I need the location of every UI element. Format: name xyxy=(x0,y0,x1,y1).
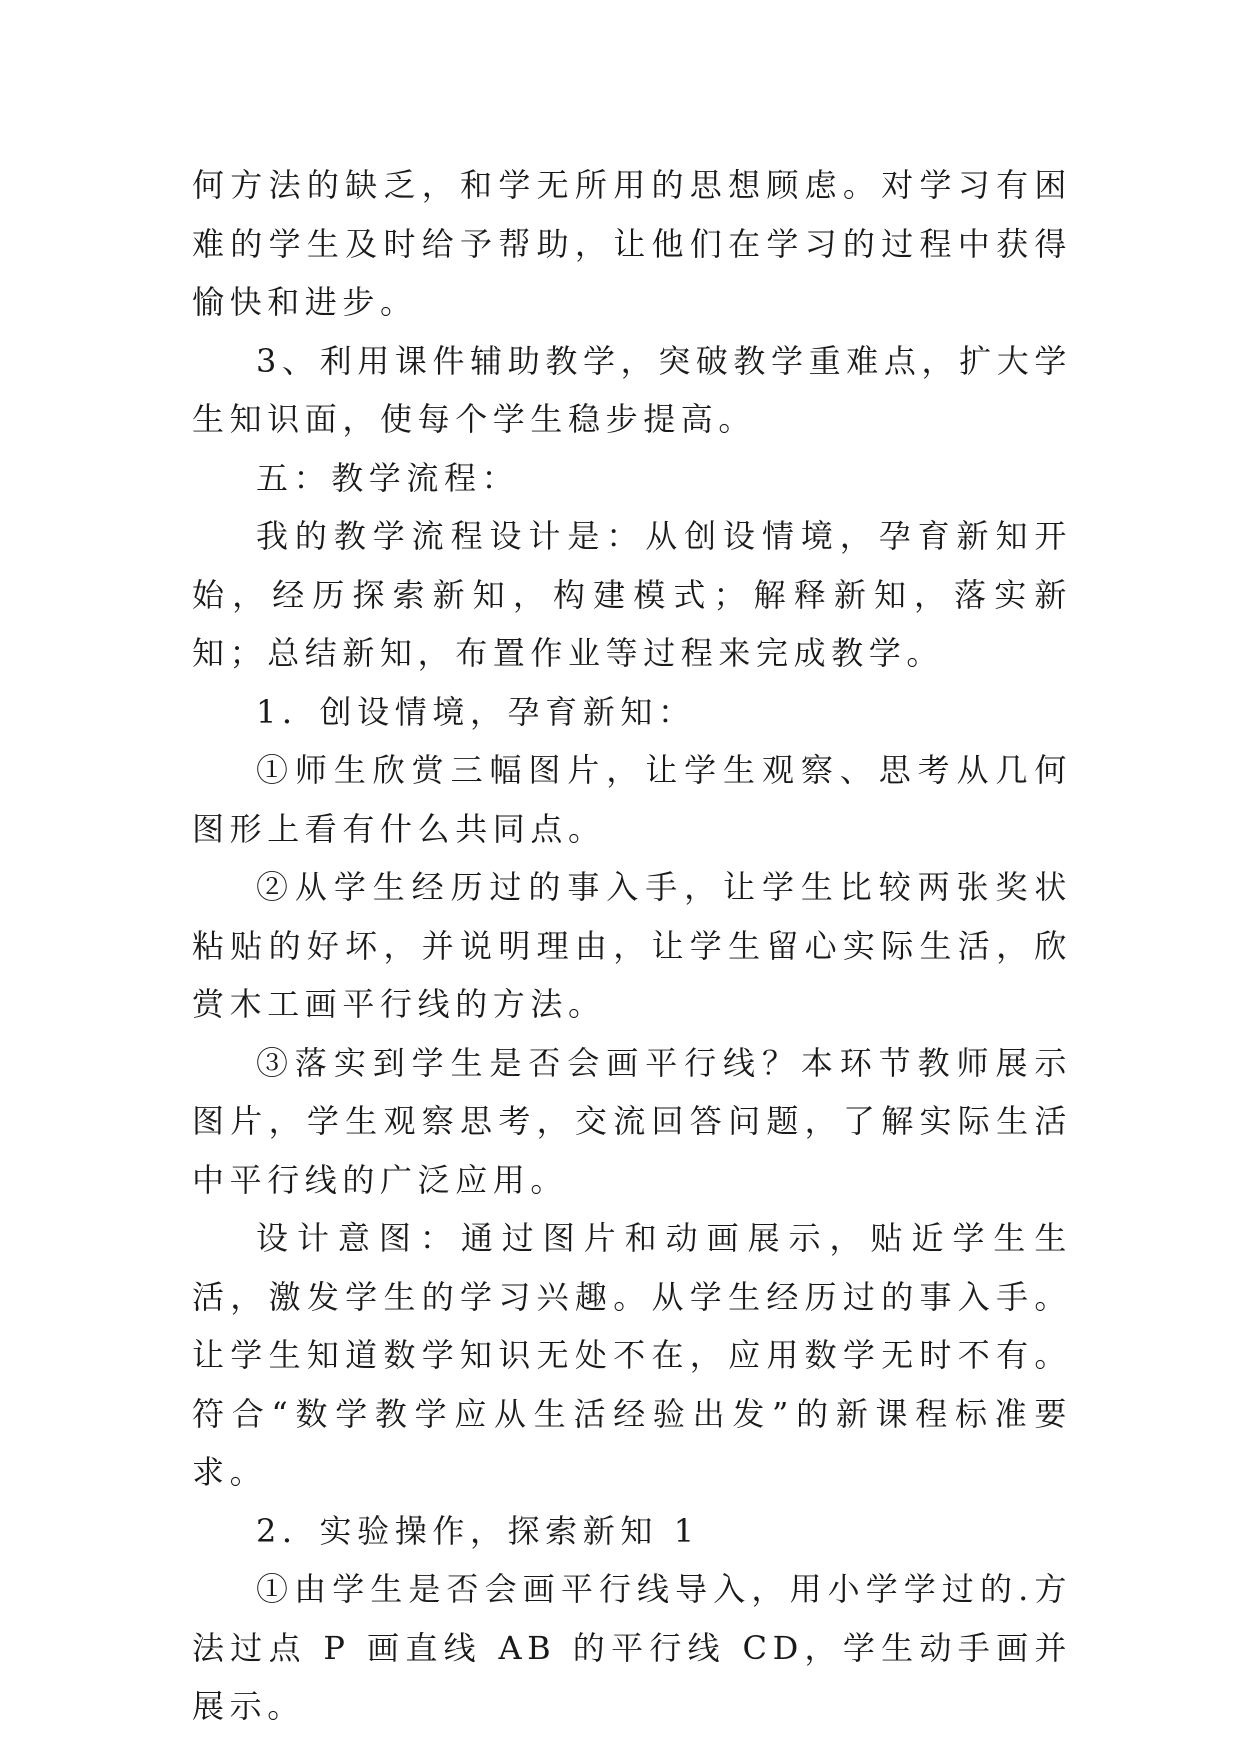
paragraph-step-1-b: ②从学生经历过的事入手，让学生比较两张奖状粘贴的好坏，并说明理由，让学生留心实际生活，欣赏木工画平行线的方法。 xyxy=(192,868,1072,1023)
paragraph-step-1-c: ③落实到学生是否会画平行线？本环节教师展示图片，学生观察思考，交流回答问题，了解实际生活中平行线的广泛应用。 xyxy=(192,1043,1072,1199)
subheading-step-2: 2．实验操作，探索新知 1 xyxy=(256,1511,700,1550)
paragraph-step-2-a: ①由学生是否会画平行线导入，用小学学过的.方法过点 P 画直线 AB 的平行线 CD，学生动手画并展示。 xyxy=(192,1570,1072,1725)
paragraph-continuation: 何方法的缺乏，和学无所用的思想顾虑。对学习有困难的学生及时给予帮助，让他们在学习的过程中获得愉快和进步。 xyxy=(192,166,1072,321)
subheading-step-1: 1．创设情境，孕育新知： xyxy=(256,692,696,731)
paragraph-process-design: 我的教学流程设计是：从创设情境，孕育新知开始，经历探索新知，构建模式；解释新知，落实新知；总结新知，布置作业等过程来完成教学。 xyxy=(192,517,1072,672)
document-body xyxy=(192,156,1072,1736)
section-heading-teaching-process: 五：教学流程： xyxy=(256,458,520,497)
paragraph-design-intent: 设计意图：通过图片和动画展示，贴近学生生活，激发学生的学习兴趣。从学生经历过的事入手。让学生知道数学知识无处不在，应用数学无时不有。符合“数学教学应从生活经验出发”的新课程标准要求。 xyxy=(192,1219,1072,1491)
paragraph-item-3: 3、利用课件辅助教学，突破教学重难点，扩大学生知识面，使每个学生稳步提高。 xyxy=(192,341,1072,438)
paragraph-step-1-a: ①师生欣赏三幅图片，让学生观察、思考从几何图形上看有什么共同点。 xyxy=(192,751,1072,848)
